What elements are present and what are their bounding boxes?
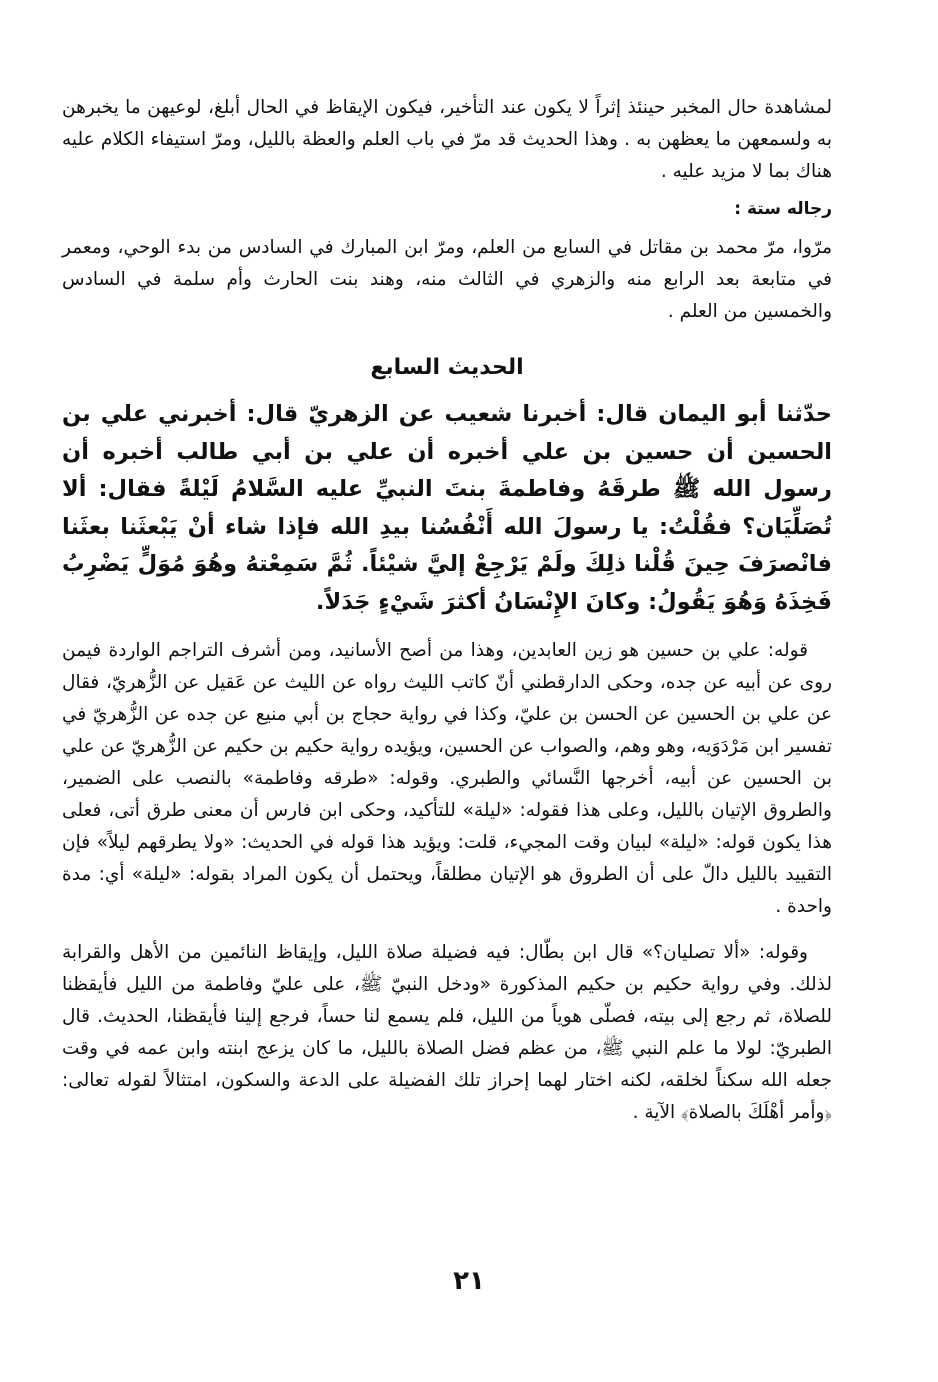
commentary-paragraph-1: قوله: علي بن حسين هو زين العابدين، وهذا من أصح الأسانيد، ومن أشرف التراجم الواردة فيمن روى عن أبيه عن جده، وحكى الدارقطني أنّ كاتب الليث رواه عن الليث عن عَقيل عن الزُّهريّ، فقال عن علي بن الحسين عن الحسن بن عليّ، وكذا في رواية حجاج بن أبي منيع عن جده عن الزُّهريّ في تفسير ابن مَرْدَوَيه، وهو وهم، والصواب عن الحسين، ويؤيده رواية حكيم بن حكيم عن الزُّهريّ عن علي بن الحسين عن أبيه، أخرجها النَّسائي والطبري. وقوله: «طرقه وفاطمة» بالنصب على الضمير، والطروق الإتيان بالليل، وعلى هذا فقوله: «ليلة» للتأكيد، وحكى ابن فارس أن معنى طرق أتى، فعلى هذا يكون قوله: «ليلة» لبيان وقت المجيء، قلت: ويؤيد هذا قوله في الحديث: «ولا يطرقهم ليلاً» فإن التقييد بالليل دالّ على أن الطروق هو الإتيان مطلقاً، ويحتمل أن يكون المراد بقوله: «ليلة» أي: مدة واحدة . (62, 640, 832, 917)
section-title: الحديث السابع (370, 355, 524, 380)
intro-paragraph: لمشاهدة حال المخبر حينئذ إثراً لا يكون عند التأخير، فيكون الإيقاظ في الحال أبلغ، لوعيهن ما يخبرهن به ولسمعهن ما يعظهن به . وهذا الحديث قد مرّ في باب العلم والعظة بالليل، ومرّ استيفاء الكلام عليه هناك بما لا مزيد عليه . (62, 97, 832, 182)
page-body (62, 92, 832, 1129)
hadith-text: حدّثنا أبو اليمان قال: أخبرنا شعيب عن الزهريّ قال: أخبرني علي بن الحسين أن حسين بن علي أخبره أن علي بن أبي طالب أخبره أن رسول الله ﷺ طرقَهُ وفاطمةَ بنتَ النبيِّ عليه السَّلامُ لَيْلةً فقال: ألا تُصَلِّيَان؟ فقُلْتُ: يا رسولَ الله أَنْفُسُنا بيدِ الله فإذا شاء أنْ يَبْعثَنا بعثَنا فانْصرَفَ حِينَ قُلْنا ذلِكَ ولَمْ يَرْجِعْ إليَّ شيْئاً. ثُمَّ سَمِعْتهُ وهُوَ مُوَلٍّ يَضْرِبُ فَخِذَهُ وَهُوَ يَقُولُ: وكانَ الإِنْسَانُ أكثرَ شَيْءٍ جَدَلاً. (62, 401, 832, 615)
narrators-heading: رجاله ستة : (734, 199, 832, 219)
narrators-paragraph: مرّوا، مرّ محمد بن مقاتل في السابع من العلم، ومرّ ابن المبارك في السادس من بدء الوحي، ومعمر في متابعة بعد الرابع منه والزهري في الثالث منه، وهند بنت الحارث وأم سلمة في السادس والخمسين من العلم . (62, 237, 832, 322)
page-number: ٢١ (453, 1266, 485, 1296)
commentary-paragraph-2: وقوله: «ألا تصليان؟» قال ابن بطّال: فيه فضيلة صلاة الليل، وإيقاظ النائمين من الأهل والقرابة لذلك. وفي رواية حكيم بن حكيم المذكورة «ودخل النبيّ ﷺ، على عليّ وفاطمة من الليل فأيقظنا للصلاة، ثم رجع إلى بيته، فصلّى هوياً من الليل، فلم يسمع لنا حساً، فرجع إلينا فأيقظنا، الحديث. قال الطبريّ: لولا ما علم النبي ﷺ، من عظم فضل الصلاة بالليل، ما كان يزعج ابنته وابن عمه في وقت جعله الله سكناً لخلقه، لكنه اختار لهما إحراز تلك الفضيلة على الدعة والسكون، امتثالاً لقوله تعالى: ﴿وأمر أهْلَكَ بالصلاة﴾ الآية . (62, 942, 832, 1123)
